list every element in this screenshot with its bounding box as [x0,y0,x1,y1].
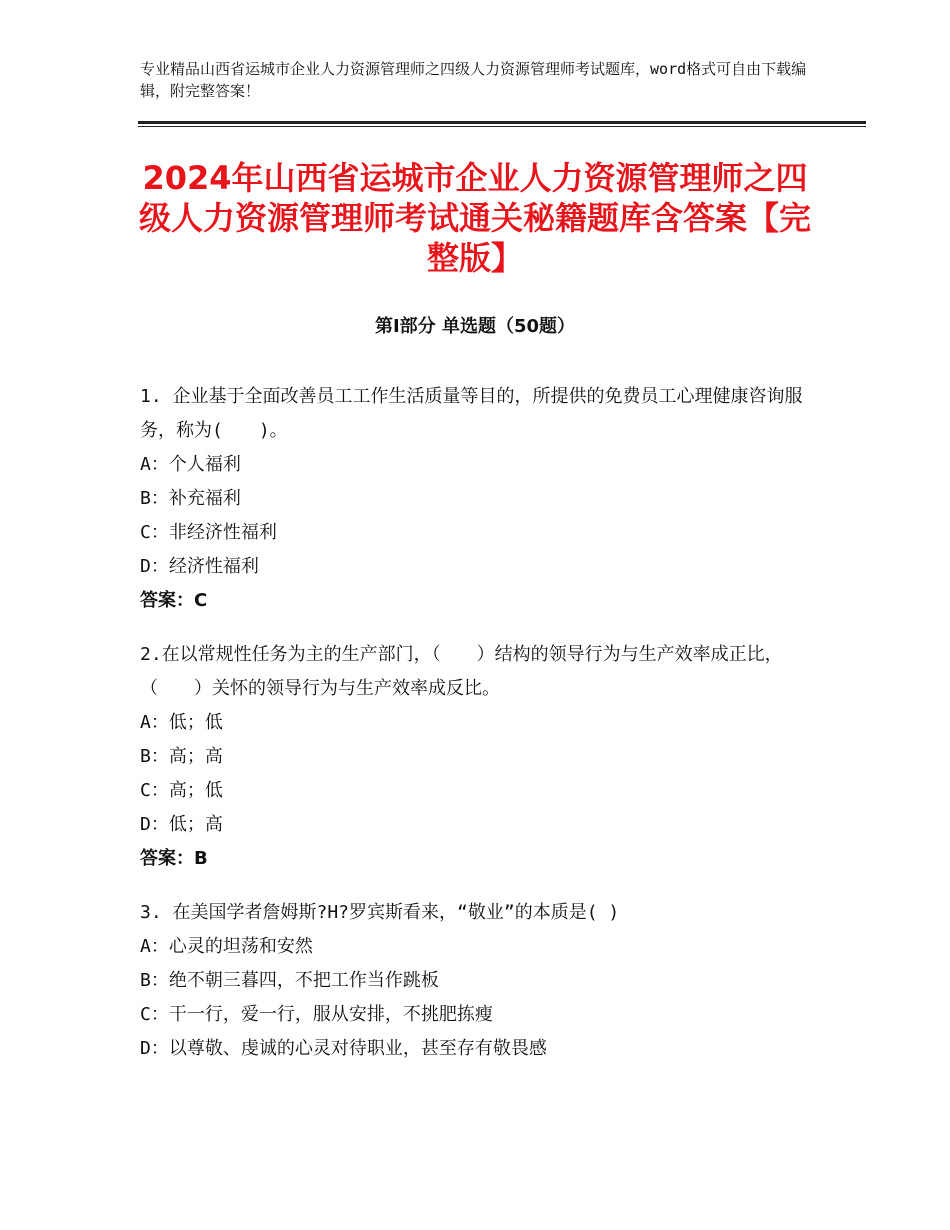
option-b: B：高；高 [140,746,223,767]
section-heading: 第Ⅰ部分 单选题（50题） [374,316,575,337]
question-stem: 1. 企业基于全面改善员工工作生活质量等目的，所提供的免费员工心理健康咨询服务，称为( )。 [140,386,803,441]
option-d: D：低；高 [140,814,223,835]
question-stem: 3. 在美国学者詹姆斯?H?罗宾斯看来，“敬业”的本质是( ) [140,902,620,923]
option-a: A：个人福利 [140,454,241,475]
option-c: C：高；低 [140,780,223,801]
option-a: A：低；低 [140,712,223,733]
question-1 [140,380,820,618]
option-a: A：心灵的坦荡和安然 [140,936,313,957]
option-d: D：以尊敬、虔诚的心灵对待职业，甚至存有敬畏感 [140,1038,547,1059]
question-2 [140,638,820,876]
option-c: C：非经济性福利 [140,522,277,543]
header-rule-thin [138,126,866,127]
option-c: C：干一行，爱一行，服从安排，不挑肥拣瘦 [140,1004,493,1025]
question-stem: 2.在以常规性任务为主的生产部门，（ ）结构的领导行为与生产效率成正比，（ ）关怀的领导行为与生产效率成反比。 [140,644,783,699]
answer-line: 答案：C [140,590,208,611]
header-rule-thick [138,121,866,124]
header-note: 专业精品山西省运城市企业人力资源管理师之四级人力资源管理师考试题库，word格式可自由下载编辑，附完整答案！ [140,60,807,100]
option-b: B：绝不朝三暮四，不把工作当作跳板 [140,970,439,991]
question-list [140,380,820,1086]
document-title: 2024年山西省运城市企业人力资源管理师之四级人力资源管理师考试通关秘籍题库含答案【完整版】 [138,159,811,277]
answer-line: 答案：B [140,848,208,869]
question-3 [140,896,820,1066]
option-b: B：补充福利 [140,488,241,509]
option-d: D：经济性福利 [140,556,259,577]
